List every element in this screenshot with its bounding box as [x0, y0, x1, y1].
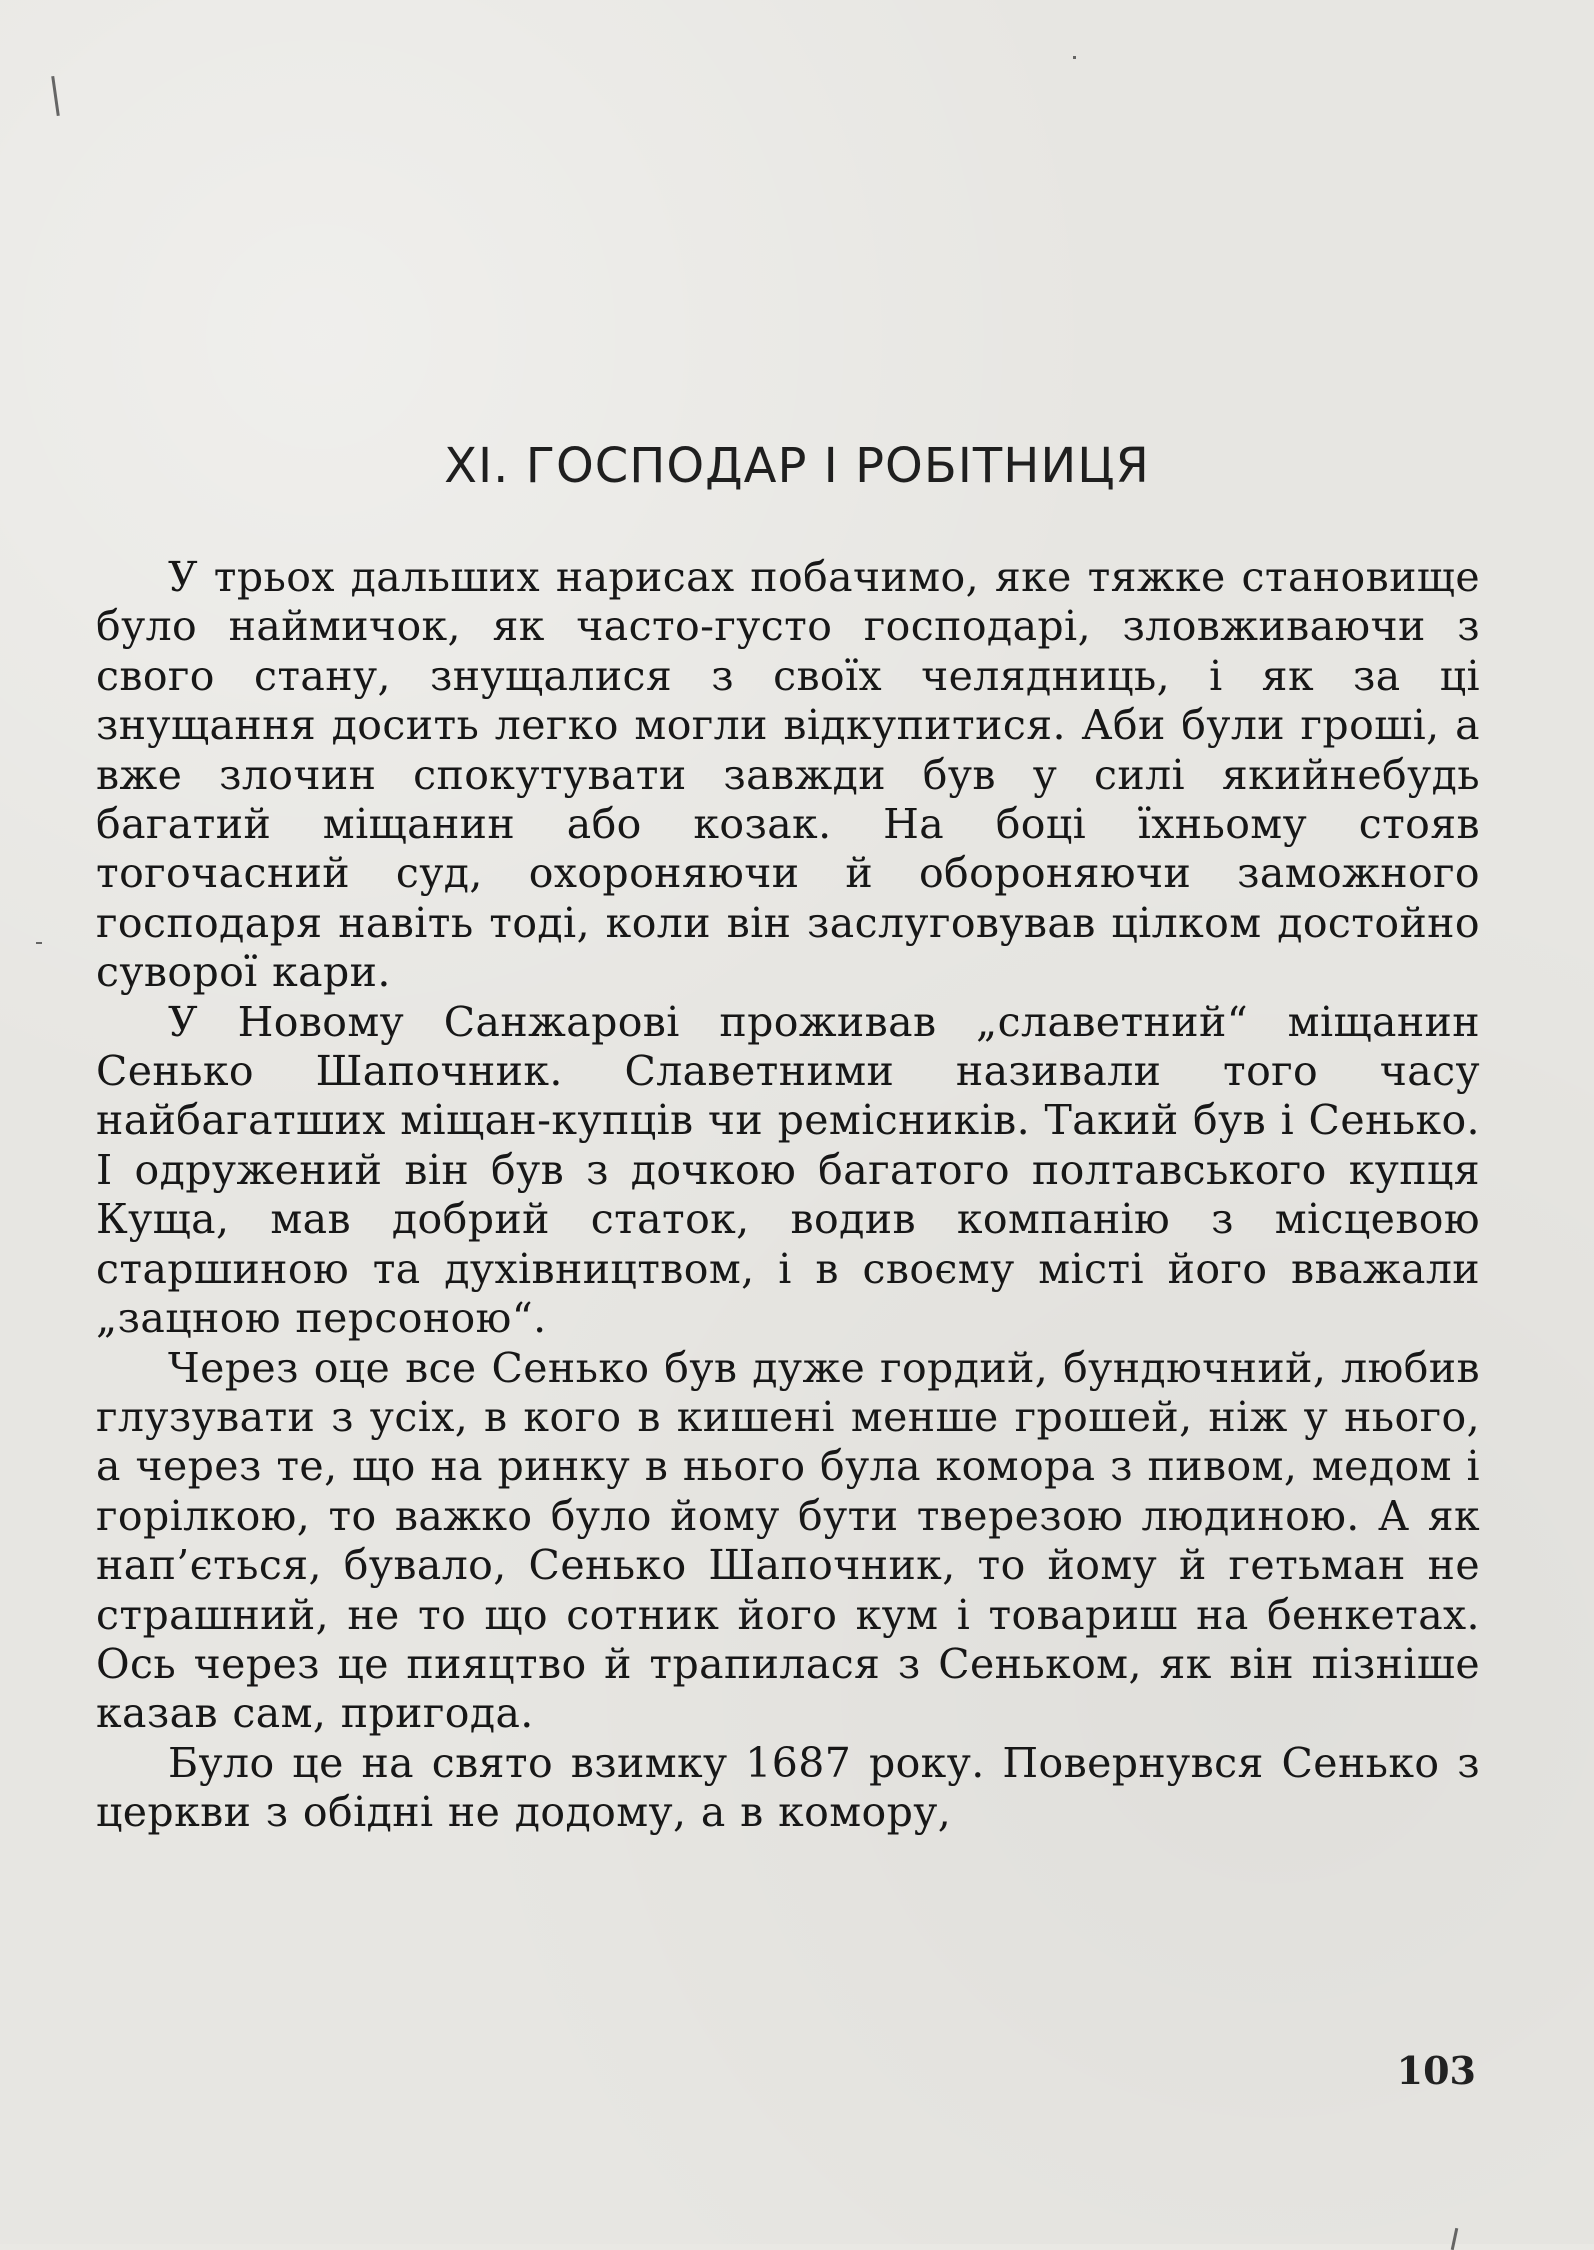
page-mark — [1451, 2228, 1459, 2250]
page-number: 103 — [1396, 2048, 1476, 2093]
paragraph: У Новому Санжарові проживав „славетний“ міщанин Сенько Шапочник. Славетними називали того часу найбагатших міщан-купців чи ремісників. Такий був і Сенько. І одружений він був з дочкою багатого полтавського купця Куща, мав добрий статок, водив компанію з місцевою старшиною та духівництвом, і в своєму місті його вважали „зацною персоною“. — [96, 997, 1480, 1343]
page-mark — [36, 942, 42, 944]
paragraph: У трьох дальших нарисах побачимо, яке тяжке становище було наймичок, як часто-густо господарі, зловживаючи з свого стану, знущалися з своїх челядниць, і як за ці знущання досить легко могли відкупитися. Аби були гроші, а вже злочин спокутувати завжди був у силі якийнебудь багатий міщанин або козак. На боці їхньому стояв тогочасний суд, охороняючи й обороняючи заможного господаря навіть тоді, коли він заслуговував цілком достойно суворої кари. — [96, 553, 1480, 997]
paragraph: Через оце все Сенько був дуже гордий, бундючний, любив глузувати з усіх, в кого в кишені менше грошей, ніж у нього, а через те, що на ринку в нього була комора з пивом, медом і горілкою, то важко було йому бути тверезою людиною. А як нап’ється, бувало, Сенько Шапочник, то йому й гетьман не страшний, не то що сотник його кум і товариш на бенкетах. Ось через це пияцтво й трапилася з Сеньком, як він пізніше казав сам, пригода. — [96, 1343, 1480, 1738]
page-mark — [1073, 56, 1076, 59]
page-mark — [51, 76, 60, 116]
paragraph: Було це на свято взимку 1687 року. Повернувся Сенько з церкви з обідні не додому, а в комору, — [96, 1738, 1480, 1837]
body-text — [96, 553, 1480, 1838]
chapter-title: XI. ГОСПОДАР І РОБІТНИЦЯ — [444, 438, 1150, 494]
